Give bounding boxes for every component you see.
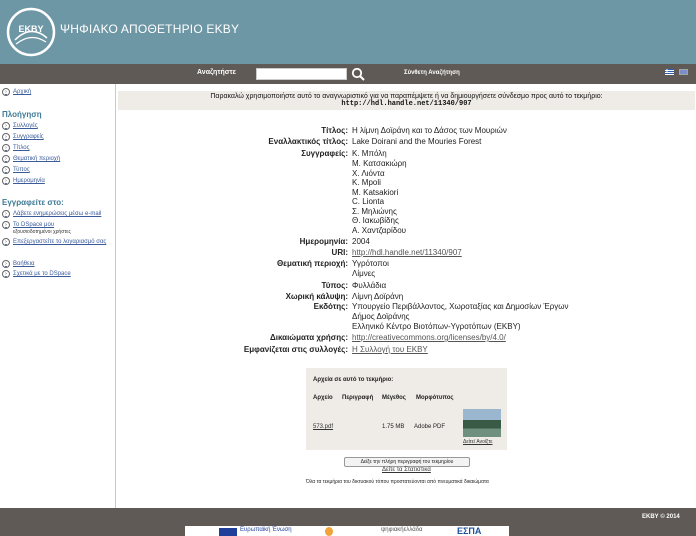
- my-dspace-note: εξουσιοδοτημένοι χρήστες: [13, 229, 71, 235]
- arrow-right-icon: ›: [2, 155, 10, 163]
- title-label: Τίτλος:: [321, 126, 348, 135]
- eu-label: Ευρωπαϊκή Ένωση: [240, 527, 292, 533]
- author-item: Χ. Λιόντα: [352, 169, 385, 178]
- site-title[interactable]: ΨΗΦΙΑΚΟ ΑΠΟΘΕΤΗΡΙΟ ΕΚΒΥ: [60, 22, 240, 36]
- sidebar-item-label: Συγγραφείς: [13, 134, 44, 140]
- publisher-item: Ελληνικό Κέντρο Βιοτόπων-Υγροτόπων (ΕΚΒΥ): [352, 322, 521, 331]
- arrow-right-icon: ›: [2, 221, 10, 229]
- alt-title-label: Εναλλακτικός τίτλος:: [268, 137, 348, 146]
- arrow-right-icon: ›: [2, 260, 10, 268]
- title-value: Η λίμνη Δοϊράνη και το Δάσος των Μουριών: [352, 126, 507, 135]
- publisher-item: Δήμος Δοϊράνης: [352, 312, 410, 321]
- type-value: Φυλλάδια: [352, 281, 387, 290]
- handle-notice: [118, 91, 695, 110]
- eu-flag-icon: [219, 528, 237, 536]
- files-heading: Αρχεία σε αυτό το τεκμήριο:: [313, 377, 394, 383]
- sidebar-item-date[interactable]: [2, 177, 45, 185]
- statistics-link[interactable]: Δείτε τα Στατιστικά: [382, 467, 431, 473]
- uri-label: URI:: [331, 248, 348, 257]
- column-header: Μέγεθος: [382, 395, 406, 401]
- sidebar-item-label: Θεματική περιοχή: [13, 156, 61, 162]
- arrow-right-icon: ›: [2, 122, 10, 130]
- file-link[interactable]: 573.pdf: [313, 424, 334, 430]
- rights-label: Δικαιώματα χρήσης:: [270, 333, 348, 342]
- digital-greece-logo-icon: [325, 527, 333, 536]
- sidebar-item-title[interactable]: [2, 144, 30, 152]
- publishers-label: Εκδότης:: [313, 302, 348, 311]
- rights-link[interactable]: http://creativecommons.org/licenses/by/4.0/: [352, 333, 506, 342]
- column-header: Μορφότυπος: [416, 395, 454, 401]
- arrow-right-icon: ›: [2, 270, 10, 278]
- files-panel: [306, 368, 507, 450]
- date-value: 2004: [352, 237, 370, 246]
- footer-copyright: ΕΚΒΥ © 2014: [642, 514, 680, 520]
- coverage-value: Λίμνη Δοϊράνη: [352, 292, 404, 301]
- sidebar-item-home[interactable]: [2, 88, 31, 96]
- file-format: Adobe PDF: [414, 424, 446, 430]
- sidebar-item-label: Το DSpace μου: [13, 222, 55, 228]
- full-record-button[interactable]: Δείξε την πλήρη περιγραφή του τεκμηρίου: [344, 457, 470, 467]
- handle-notice-text: Παρακαλώ χρησιμοποιήστε αυτό το αναγνωριστικό για να παραπέμψετε ή να δημιουργήσετε σύνδεσμο προς αυτό το τεκμήριο:: [210, 93, 603, 100]
- footer: [0, 508, 696, 536]
- search-input[interactable]: [256, 68, 347, 80]
- english-flag-icon[interactable]: [679, 69, 688, 75]
- sidebar-item-label: Τύπος: [13, 167, 30, 173]
- author-item: Α. Χαντζαρίδου: [352, 226, 407, 235]
- sidebar-item-label: Σχετικά με το DSpace: [13, 271, 71, 277]
- advanced-search-link[interactable]: Σύνθετη Αναζήτηση: [404, 70, 460, 76]
- search-label: Αναζητήστε: [197, 69, 236, 76]
- arrow-right-icon: ›: [2, 238, 10, 246]
- sidebar-item-about[interactable]: [2, 270, 71, 278]
- sidebar-item-authors[interactable]: [2, 133, 44, 141]
- arrow-right-icon: ›: [2, 88, 10, 96]
- ekby-logo[interactable]: [6, 6, 56, 58]
- arrow-right-icon: ›: [2, 177, 10, 185]
- sidebar-item-my-dspace[interactable]: [2, 221, 54, 229]
- sidebar-item-collections[interactable]: [2, 122, 38, 130]
- date-label: Ημερομηνία:: [299, 237, 348, 246]
- espa-logo: ΕΣΠΑ: [457, 526, 482, 536]
- site-header: [0, 0, 696, 64]
- subscribe-heading: Εγγραφείτε στο:: [2, 198, 64, 207]
- author-item: Σ. Μηλιώνης: [352, 207, 397, 216]
- arrow-right-icon: ›: [2, 210, 10, 218]
- sidebar-item-label: Τίτλος: [13, 145, 30, 151]
- sidebar-item-label: Επεξεργαστείτε το λογαριασμό σας: [13, 239, 107, 245]
- author-item: Κ. Μπόλη: [352, 149, 387, 158]
- view-open-link[interactable]: Δείτε/ Ανοίξτε: [463, 439, 493, 445]
- sidebar-item-type[interactable]: [2, 166, 30, 174]
- digital-greece-label: ψηφιακήελλάδα: [381, 527, 423, 533]
- subject-item: Υγρότοποι: [352, 259, 389, 268]
- copyright-notice: Όλα τα τεκμήρια του δικτυακού τόπου προστατεύονται από πνευματικά δικαιώματα: [306, 479, 489, 485]
- type-label: Τύπος:: [321, 281, 348, 290]
- collection-label: Εμφανίζεται στις συλλογές:: [243, 345, 348, 354]
- collection-link[interactable]: Η Συλλογή του ΕΚΒΥ: [352, 345, 428, 354]
- handle-url: http://hdl.handle.net/11340/907: [341, 100, 472, 108]
- subject-label: Θεματική περιοχή:: [276, 259, 348, 268]
- sidebar-item-help[interactable]: [2, 260, 35, 268]
- author-item: M. Katsakiori: [352, 188, 399, 197]
- author-item: C. Lionta: [352, 197, 385, 206]
- arrow-right-icon: ›: [2, 166, 10, 174]
- sidebar-item-email-alerts[interactable]: [2, 210, 101, 218]
- arrow-right-icon: ›: [2, 144, 10, 152]
- uri-link[interactable]: http://hdl.handle.net/11340/907: [352, 248, 462, 257]
- sidebar-item-label: Λάβετε ενημερώσεις μέσω e-mail: [13, 211, 102, 217]
- sidebar-item-label: Συλλογές: [13, 123, 38, 129]
- authors-label: Συγγραφείς:: [301, 149, 348, 158]
- nav-heading: Πλοήγηση: [2, 110, 42, 119]
- search-icon[interactable]: [351, 67, 365, 81]
- sponsor-logos: [185, 526, 509, 536]
- author-item: Θ. Ιακωβίδης: [352, 216, 399, 225]
- arrow-right-icon: ›: [2, 133, 10, 141]
- greek-flag-icon[interactable]: [665, 69, 674, 75]
- file-thumbnail[interactable]: [463, 409, 501, 437]
- coverage-label: Χωρική κάλυψη:: [285, 292, 348, 301]
- author-item: Μ. Κατσακιώρη: [352, 159, 407, 168]
- svg-text:EKBY: EKBY: [18, 24, 44, 34]
- sidebar-item-label: Ημερομηνία: [13, 178, 45, 184]
- column-header: Αρχείο: [313, 395, 333, 401]
- sidebar-item-edit-account[interactable]: [2, 238, 106, 246]
- publisher-item: Υπουργείο Περιβάλλοντος, Χωροταξίας και Δημοσίων Έργων: [352, 302, 569, 311]
- sidebar-item-subject[interactable]: [2, 155, 60, 163]
- file-size: 1.75 MB: [382, 424, 405, 430]
- column-header: Περιγραφή: [342, 395, 374, 401]
- author-item: K. Mpoli: [352, 178, 381, 187]
- alt-title-value: Lake Doirani and the Mouries Forest: [352, 137, 482, 146]
- sidebar-item-label: Βοήθεια: [13, 261, 35, 267]
- sidebar-item-label: Αρχική: [13, 89, 32, 95]
- search-bar: [0, 64, 696, 84]
- subject-item: Λίμνες: [352, 269, 376, 278]
